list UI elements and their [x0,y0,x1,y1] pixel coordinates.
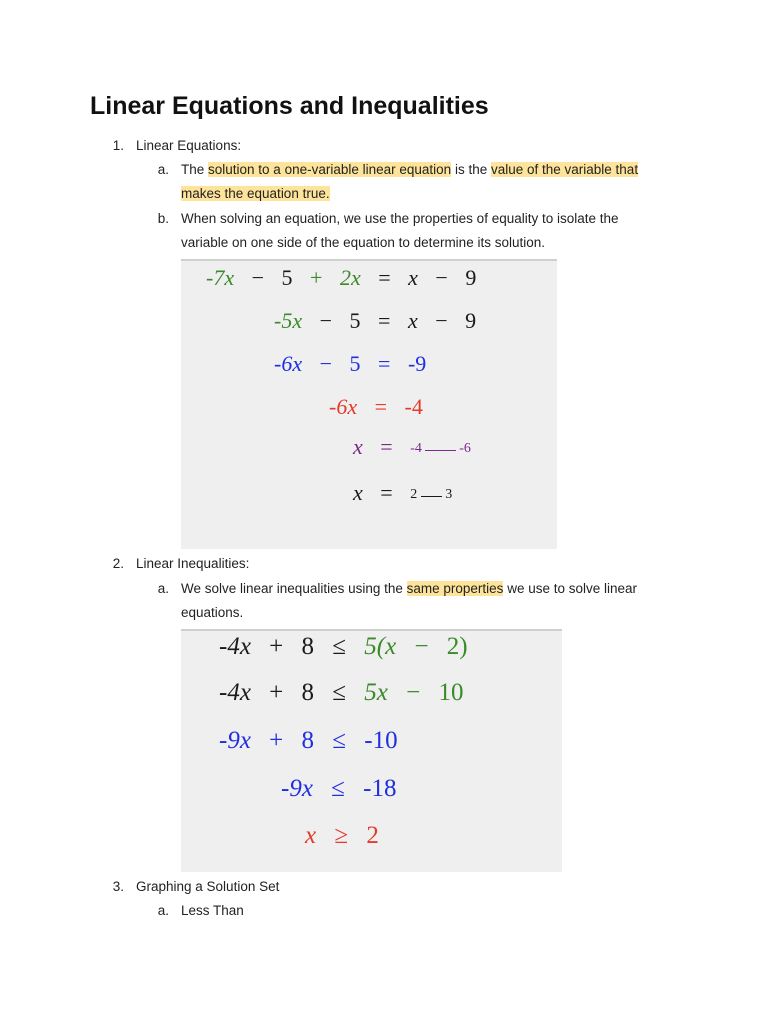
text-run: The [181,162,209,177]
math-term: -6x [274,351,303,376]
math-term: 2) [446,633,468,660]
fraction [410,487,453,503]
math-term: -4x [219,633,251,660]
item-letter: a. [157,581,169,596]
equation-line [274,307,476,335]
section-number: 3. [112,879,124,894]
math-term: 8 [301,633,315,660]
math-operator: = [374,394,388,419]
math-term: -18 [363,775,397,802]
item-text-line [181,158,638,182]
highlighted-text: value of the variable that [490,162,639,177]
page-title: Linear Equations and Inequalities [90,92,489,120]
math-operator: = [380,434,393,459]
equation-line [353,433,471,461]
denominator: -6 [459,441,471,457]
math-term: -5x [274,308,303,333]
section-number: 1. [112,138,124,153]
math-operator: + [269,679,284,706]
math-term: 8 [301,727,315,754]
math-operator: ≥ [334,822,349,849]
math-term: -6x [329,394,358,419]
math-term: 5 [349,308,361,333]
math-operator: ≤ [332,633,347,660]
math-term: -4x [219,679,251,706]
equation-line [206,264,476,292]
math-operator: + [310,265,323,290]
inequality-line [219,678,463,708]
math-operator: = [380,480,393,505]
section-number: 2. [112,556,124,571]
math-term: x [353,434,363,459]
math-operator: − [251,265,265,290]
math-term: x [408,265,418,290]
math-term: x [305,822,317,849]
section-label: Linear Inequalities: [136,556,250,571]
math-term: 9 [465,265,477,290]
item-letter: a. [157,162,169,177]
equation-line [329,393,423,421]
math-operator: − [406,679,421,706]
math-operator: ≤ [331,775,345,802]
inequality-line [281,774,396,804]
math-operator: − [435,265,448,290]
item-text-line: equations. [181,605,244,620]
math-operator: − [319,308,333,333]
math-operator: − [435,308,448,333]
math-operator: = [378,351,391,376]
math-operator: − [414,633,429,660]
math-operator: − [319,351,333,376]
math-term: 5 [281,265,293,290]
inequality-line [219,632,468,662]
item-text-line: Less Than [181,903,244,918]
equation-steps-image [181,259,557,549]
math-operator: ≤ [332,679,347,706]
math-term: 5(x [364,633,397,660]
section-label: Linear Equations: [136,138,242,153]
text-run: we use to solve linear [503,581,638,596]
math-term: -9x [219,727,251,754]
math-operator: + [269,727,284,754]
math-term: -10 [364,727,398,754]
math-term: 5x [364,679,388,706]
text-run: is the [451,162,491,177]
math-term: 5 [349,351,361,376]
math-term: x [407,308,418,333]
highlighted-text: same properties [406,581,504,596]
item-text-line [181,577,637,601]
section-label: Graphing a Solution Set [136,879,280,894]
highlighted-text: makes the equation true. [181,186,330,201]
math-term: 2x [339,265,361,290]
math-term: 2 [366,822,379,849]
math-term: 8 [301,679,315,706]
item-letter: a. [157,903,169,918]
math-operator: + [269,633,284,660]
numerator: -4 [410,441,422,457]
math-term: -9x [281,775,313,802]
math-term: x [353,480,363,505]
numerator: 2 [410,487,418,503]
item-letter: b. [157,211,169,226]
math-term: -9 [407,351,427,376]
math-operator: ≤ [332,727,347,754]
inequality-line [219,726,398,756]
fraction [410,441,471,457]
equation-line [353,479,453,507]
math-term: 10 [438,679,464,706]
math-operator: = [378,308,391,333]
item-text-line: When solving an equation, we use the properties of equality to isolate the [181,211,619,226]
denominator: 3 [445,487,453,503]
inequality-steps-image [181,629,562,872]
math-term: -4 [404,394,423,419]
text-run: We solve linear inequalities using the [181,581,407,596]
equation-line [274,350,426,378]
math-term: -7x [206,265,235,290]
highlighted-text: solution to a one-variable linear equation [208,162,452,177]
inequality-line [305,821,379,851]
math-operator: = [378,265,391,290]
math-term: 9 [465,308,477,333]
item-text-line: variable on one side of the equation to determine its solution. [181,235,545,250]
